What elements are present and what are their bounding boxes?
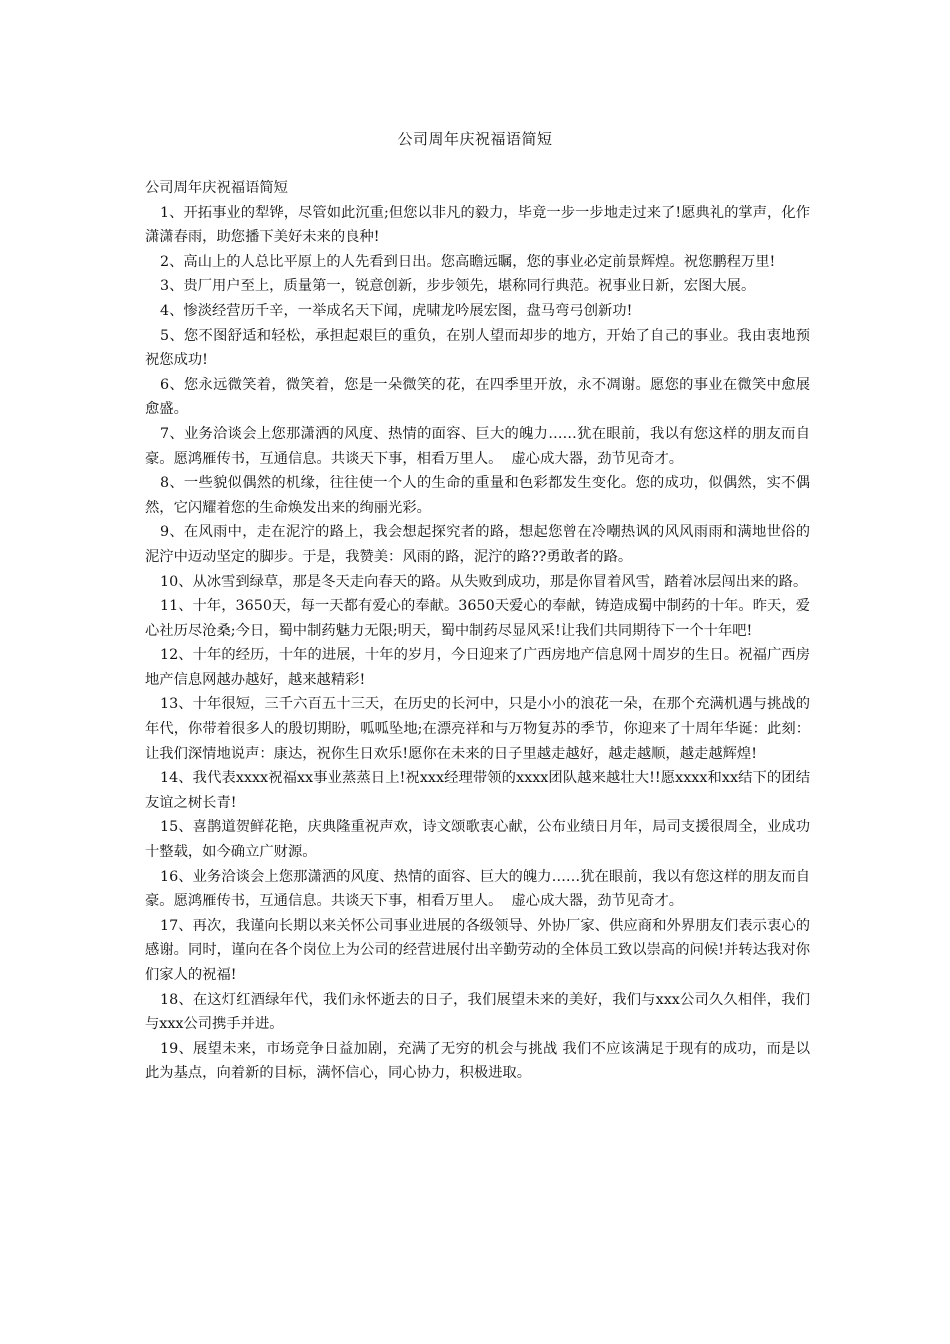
document-title: 公司周年庆祝福语简短	[397, 130, 553, 148]
paragraph-text: 7、业务洽谈会上您那潇洒的风度、热情的面容、巨大的魄力……犹在眼前，我以有您这样的朋友而自豪。愿鸿雁传书，互通信息。共谈天下事，相看万里人。 虚心成大器，劲节见奇才。	[145, 425, 810, 467]
paragraph-text: 6、您永远微笑着，微笑着，您是一朵微笑的花，在四季里开放，永不凋谢。愿您的事业在微笑中愈展愈盛。	[145, 376, 810, 418]
paragraph-text: 16、业务洽谈会上您那潇洒的风度、热情的面容、巨大的魄力……犹在眼前，我以有您这样的朋友而自豪。愿鸿雁传书，互通信息。共谈天下事，相看万里人。 虚心成大器，劲节见奇才。	[145, 868, 810, 910]
paragraph-12	[145, 643, 810, 692]
paragraph-text: 4、惨淡经营历千辛，一举成名天下闻，虎啸龙吟展宏图，盘马弯弓创新功!	[160, 302, 633, 319]
paragraph-6	[145, 373, 810, 422]
paragraph-11	[145, 594, 810, 643]
paragraph-9	[145, 520, 810, 569]
paragraph-16	[145, 865, 810, 914]
paragraph-3	[145, 274, 810, 299]
paragraph-13	[145, 692, 810, 766]
paragraph-17	[145, 914, 810, 988]
paragraph-text: 18、在这灯红酒绿年代，我们永怀逝去的日子，我们展望未来的美好，我们与xxx公司久久相伴，我们与xxx公司携手并进。	[145, 991, 810, 1033]
paragraph-text: 19、展望未来，市场竞争日益加剧，充满了无穷的机会与挑战 我们不应该满足于现有的成功，而是以此为基点，向着新的目标，满怀信心，同心协力，积极进取。	[145, 1040, 810, 1082]
paragraph-text: 8、一些貌似偶然的机缘，往往使一个人的生命的重量和色彩都发生变化。您的成功，似偶然，实不偶然，它闪耀着您的生命焕发出来的绚丽光彩。	[145, 475, 810, 516]
document-subtitle: 公司周年庆祝福语简短	[145, 180, 288, 196]
paragraph-text: 12、十年的经历，十年的进展，十年的岁月，今日迎来了广西房地产信息网十周岁的生日。祝福广西房地产信息网越办越好，越来越精彩!	[145, 647, 810, 688]
paragraph-5	[145, 324, 810, 373]
paragraph-text: 10、从冰雪到绿草，那是冬天走向春天的路。从失败到成功，那是你冒着风雪，踏着冰层闯出来的路。	[160, 573, 808, 590]
paragraph-2	[145, 250, 810, 275]
paragraph-10	[145, 570, 810, 595]
paragraph-text: 9、在风雨中，走在泥泞的路上，我会想起探究者的路，想起您曾在冷嘲热讽的风风雨雨和满地世俗的泥泞中迈动坚定的脚步。于是，我赞美：风雨的路，泥泞的路??勇敢者的路。	[145, 524, 810, 565]
paragraph-text: 14、我代表xxxx祝福xx事业蒸蒸日上!祝xxx经理带领的xxxx团队越来越壮大!!愿xxxx和xx结下的团结友谊之树长青!	[145, 770, 810, 811]
paragraph-18	[145, 988, 810, 1037]
paragraph-19	[145, 1037, 810, 1086]
paragraph-4	[145, 299, 810, 324]
paragraph-7	[145, 422, 810, 471]
paragraph-text: 11、十年，3650天，每一天都有爱心的奉献。3650天爱心的奉献，铸造成蜀中制药的十年。昨天，爱心社历尽沧桑;今日，蜀中制药魅力无限;明天，蜀中制药尽显风采!让我们共同期待下一个十年吧!	[145, 598, 810, 639]
paragraph-14	[145, 766, 810, 815]
paragraph-text: 17、再次，我谨向长期以来关怀公司事业进展的各级领导、外协厂家、供应商和外界朋友们表示衷心的感谢。同时，谨向在各个岗位上为公司的经营进展付出辛勤劳动的全体员工致以崇高的问候!并转达我对你们家人的祝福!	[145, 917, 810, 983]
paragraph-text: 1、开拓事业的犁铧，尽管如此沉重;但您以非凡的毅力，毕竟一步一步地走过来了!愿典礼的掌声，化作潇潇春雨，助您播下美好未来的良种!	[145, 204, 810, 246]
paragraph-8	[145, 471, 810, 520]
paragraph-text: 2、高山上的人总比平原上的人先看到日出。您高瞻远瞩，您的事业必定前景辉煌。祝您鹏程万里!	[160, 253, 776, 270]
paragraph-text: 5、您不图舒适和轻松，承担起艰巨的重负，在别人望而却步的地方，开始了自己的事业。我由衷地预祝您成功!	[145, 327, 810, 369]
paragraph-text: 15、喜鹊道贺鲜花艳，庆典隆重祝声欢，诗文颂歌衷心献，公布业绩日月年，局司支援很周全，业成功十整载，如今确立广财源。	[145, 819, 810, 861]
paragraph-text: 13、十年很短，三千六百五十三天，在历史的长河中，只是小小的浪花一朵，在那个充满机遇与挑战的年代，你带着很多人的殷切期盼，呱呱坠地;在漂亮祥和与万物复苏的季节，你迎来了十周年华诞：此刻：让我们深情地说声：康达，祝你生日欢乐!愿你在未来的日子里越走越好，越走越顺，越走越辉煌!	[145, 696, 810, 762]
paragraph-1	[145, 201, 810, 250]
paragraph-15	[145, 815, 810, 864]
paragraph-text: 3、贵厂用户至上，质量第一，锐意创新，步步领先，堪称同行典范。祝事业日新，宏图大展。	[160, 278, 756, 295]
document-body	[145, 176, 810, 1086]
